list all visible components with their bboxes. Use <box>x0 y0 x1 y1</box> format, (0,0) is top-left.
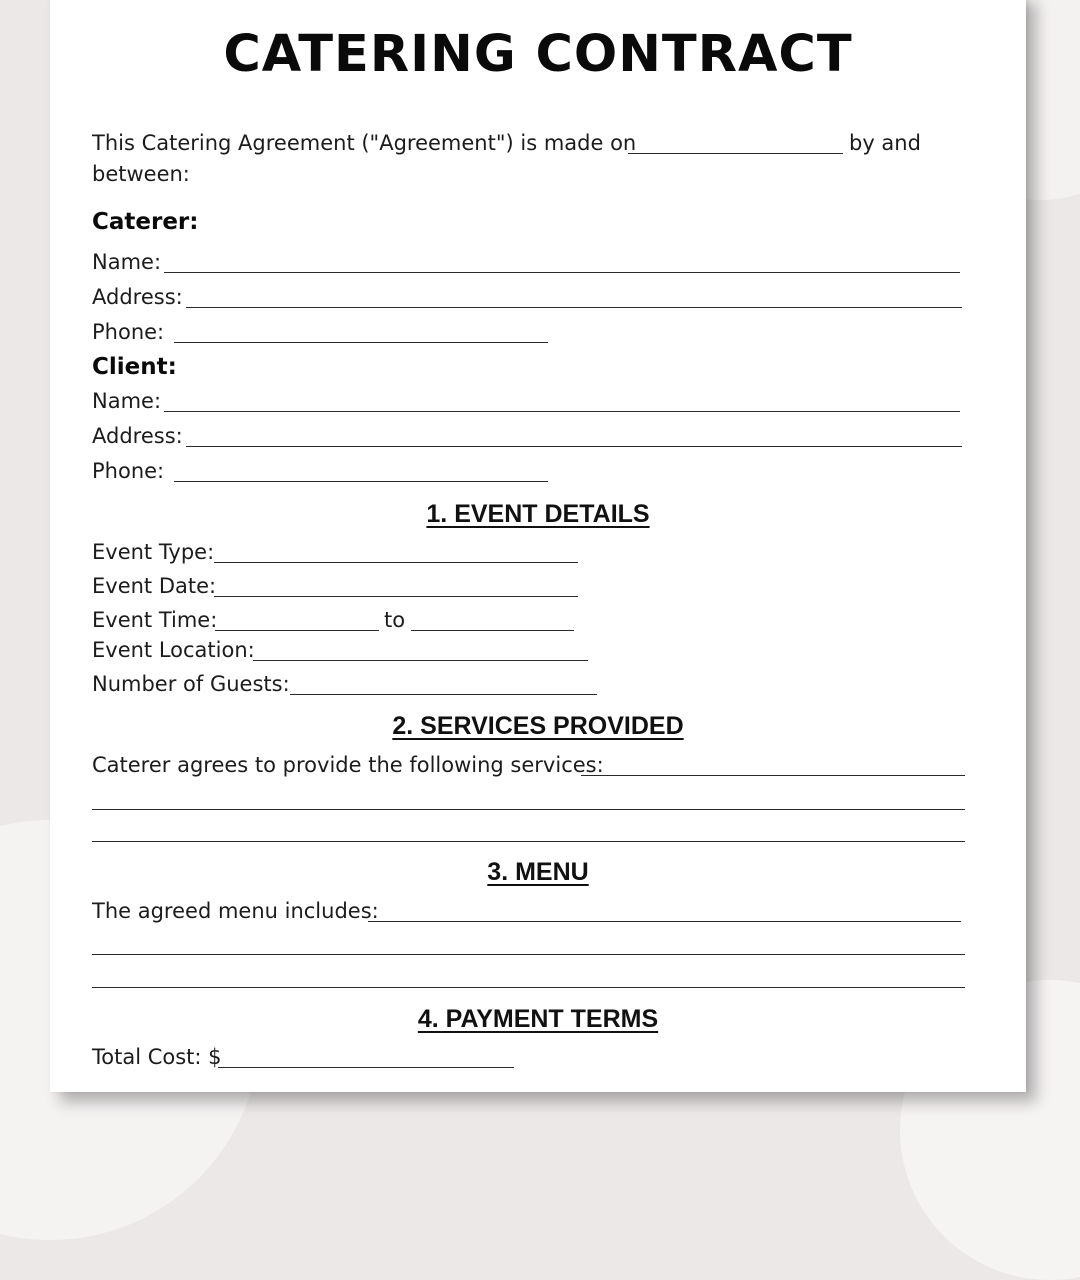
menu-field-line-3[interactable] <box>92 987 965 988</box>
menu-field-line-1[interactable] <box>368 921 961 922</box>
caterer-phone-label: Phone: <box>92 320 165 344</box>
caterer-address-label: Address: <box>92 285 183 309</box>
caterer-heading: Caterer: <box>92 209 199 235</box>
client-address-label: Address: <box>92 424 183 448</box>
client-name-label: Name: <box>92 389 162 413</box>
caterer-name-field[interactable] <box>164 272 960 273</box>
client-name-field[interactable] <box>164 411 960 412</box>
menu-text: The agreed menu includes: <box>92 899 379 923</box>
section-heading-text: 4. PAYMENT TERMS <box>417 1005 659 1033</box>
section-heading-text: 2. SERVICES PROVIDED <box>392 712 684 740</box>
intro-text-line2: between: <box>92 162 190 186</box>
caterer-phone-field[interactable] <box>174 342 548 343</box>
section-heading-event-details <box>50 502 1026 527</box>
section-heading-text: 1. EVENT DETAILS <box>426 500 650 528</box>
event-location-label: Event Location: <box>92 638 255 662</box>
client-phone-field[interactable] <box>174 481 548 482</box>
services-field-line-3[interactable] <box>92 841 965 842</box>
caterer-name-label: Name: <box>92 250 162 274</box>
contract-document <box>50 0 1026 1092</box>
intro-text-continued: by and <box>849 131 921 155</box>
event-location-field[interactable] <box>253 660 588 661</box>
services-text: Caterer agrees to provide the following services: <box>92 753 604 777</box>
total-cost-label: Total Cost: $ <box>92 1045 222 1069</box>
client-phone-label: Phone: <box>92 459 165 483</box>
section-heading-text: 3. MENU <box>487 858 589 886</box>
event-date-field[interactable] <box>214 596 578 597</box>
guest-count-label: Number of Guests: <box>92 672 290 696</box>
agreement-date-field[interactable] <box>628 153 843 154</box>
services-field-line-1[interactable] <box>581 775 965 776</box>
total-cost-field[interactable] <box>218 1067 514 1068</box>
services-field-line-2[interactable] <box>92 809 965 810</box>
section-heading-services <box>50 714 1026 739</box>
intro-text: This Catering Agreement ("Agreement") is made on <box>92 131 637 155</box>
event-date-label: Event Date: <box>92 574 217 598</box>
caterer-address-field[interactable] <box>186 307 962 308</box>
section-heading-payment <box>50 1007 1026 1032</box>
event-type-field[interactable] <box>214 562 578 563</box>
event-time-label: Event Time: <box>92 608 218 632</box>
guest-count-field[interactable] <box>290 694 597 695</box>
section-heading-menu <box>50 860 1026 885</box>
client-heading: Client: <box>92 354 177 380</box>
contract-page <box>50 0 1026 1092</box>
document-title: CATERING CONTRACT <box>223 25 853 84</box>
event-time-start-field[interactable] <box>215 630 379 631</box>
menu-field-line-2[interactable] <box>92 954 965 955</box>
event-time-to-label: to <box>384 608 406 632</box>
client-address-field[interactable] <box>186 446 962 447</box>
event-type-label: Event Type: <box>92 540 215 564</box>
event-time-end-field[interactable] <box>411 630 574 631</box>
